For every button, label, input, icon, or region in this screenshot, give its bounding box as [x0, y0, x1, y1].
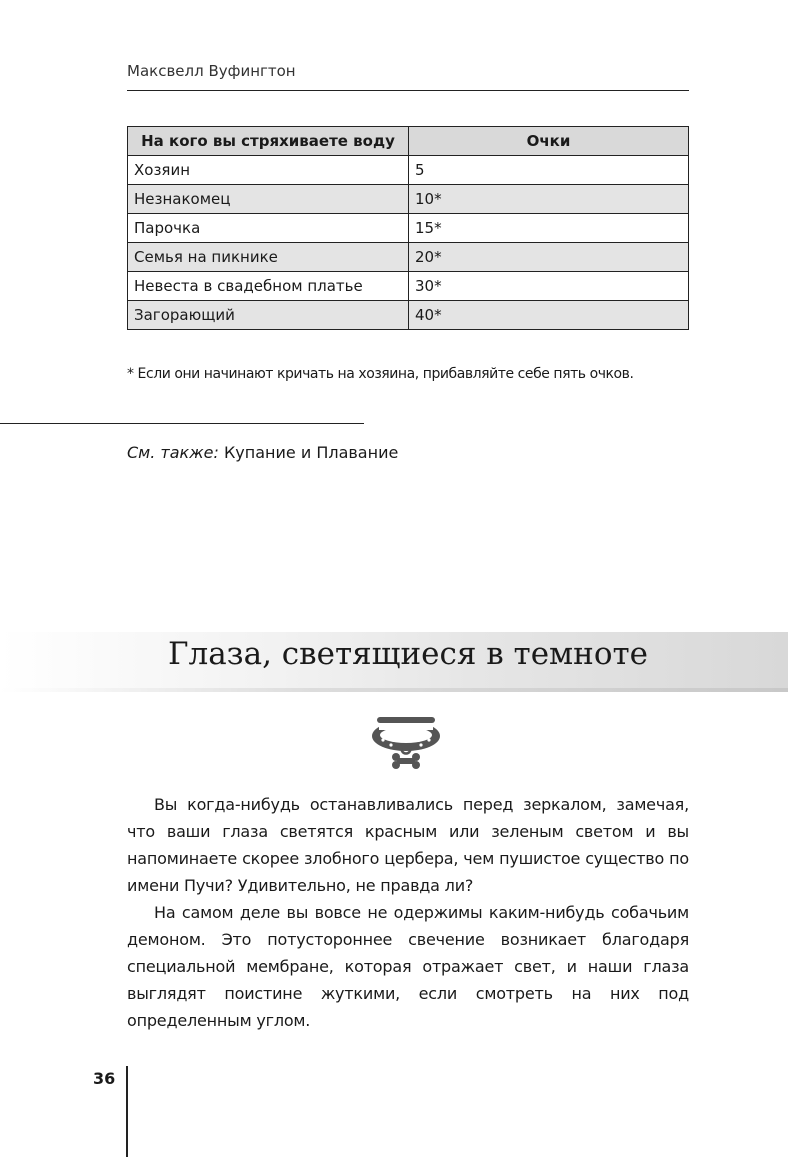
- header-rule: [127, 90, 689, 91]
- see-also: [127, 443, 398, 462]
- section-divider: [0, 423, 364, 424]
- body-paragraph: Вы когда-нибудь останавливались перед зеркалом, замечая, что ваши глаза светятся красным или зеленым светом и вы напоминаете скорее злобного цербера, чем пушистое существо по имени Пучи? Удивительно, не правда ли?: [127, 795, 689, 895]
- column-header-points: Очки: [409, 127, 689, 156]
- see-also-label: См. также:: [127, 443, 219, 462]
- dog-collar-with-bone-icon: [369, 714, 443, 776]
- section-title: Глаза, светящиеся в темноте: [167, 636, 648, 672]
- table-row: [128, 214, 689, 243]
- body-paragraph: На самом деле вы вовсе не одержимы каким-нибудь собачьим демоном. Это потустороннее свечение возникает благодаря специальной мембране, которая отражает свет, и наши глаза выглядят поистине жуткими, если смотреть на них под определенным углом.: [127, 903, 689, 1030]
- body-text: [127, 791, 689, 1034]
- cell-target: Семья на пикнике: [128, 243, 409, 272]
- cell-target: Загорающий: [128, 301, 409, 330]
- cell-target: Незнакомец: [128, 185, 409, 214]
- table-footnote: * Если они начинают кричать на хозяина, прибавляйте себе пять очков.: [127, 366, 634, 382]
- see-also-text: Купание и Плавание: [218, 443, 399, 462]
- table-row: [128, 301, 689, 330]
- column-header-target: На кого вы стряхиваете воду: [128, 127, 409, 156]
- title-band-underline: [0, 688, 788, 692]
- cell-target: Невеста в свадебном платье: [128, 272, 409, 301]
- score-table: [127, 126, 689, 330]
- table-row: [128, 156, 689, 185]
- page-number-rule: [126, 1066, 128, 1157]
- table-row: [128, 272, 689, 301]
- cell-points: 10*: [409, 185, 689, 214]
- page-number: 36: [93, 1069, 116, 1088]
- table-header-row: [128, 127, 689, 156]
- table-row: [128, 185, 689, 214]
- table-row: [128, 243, 689, 272]
- cell-points: 40*: [409, 301, 689, 330]
- cell-points: 30*: [409, 272, 689, 301]
- cell-target: Хозяин: [128, 156, 409, 185]
- cell-points: 15*: [409, 214, 689, 243]
- cell-target: Парочка: [128, 214, 409, 243]
- cell-points: 20*: [409, 243, 689, 272]
- running-head: Максвелл Вуфингтон: [127, 62, 296, 80]
- cell-points: 5: [409, 156, 689, 185]
